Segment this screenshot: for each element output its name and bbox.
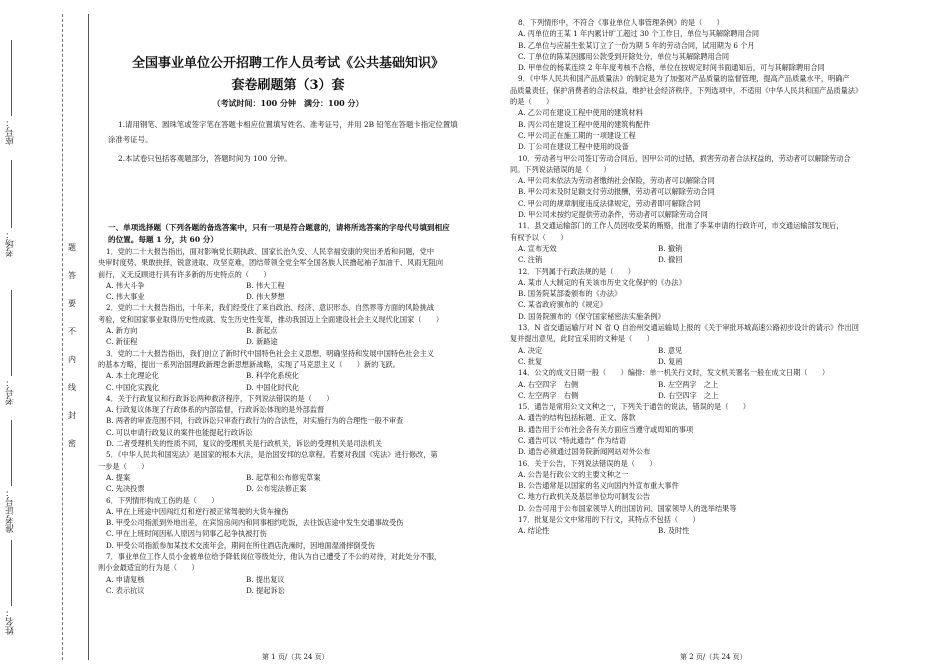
seal-char: 不 [68, 327, 76, 336]
question-stem: 8．下列情形中，不符合《事业单位人事管理条例》的是（ ） [518, 18, 724, 27]
answer-options-row [510, 525, 930, 536]
answer-option: A. 结论性 [518, 526, 550, 536]
answer-option: C. 丁单位的陈某因挪用公款受到开除处分，单位与其解除聘用合同 [518, 51, 730, 61]
answer-options-row [98, 336, 502, 347]
answer-option: B. 丙公司在建设工程中使用的建筑构配件 [518, 119, 651, 129]
question-stem: 16．关于公告，下列说法错误的是（ ） [518, 458, 657, 468]
answer-option: C. 先决投票 [106, 484, 145, 494]
answer-option: A. 通告的结构包括标题、正文、落款 [518, 413, 636, 423]
exam-title: 全国事业单位公开招聘工作人员考试《公共基础知识》 [131, 56, 444, 71]
answer-option: D. 甲单位的杨某连续 2 年年度考核不合格，单位在按规定时间书面通知后，可与其解除聘用合同 [518, 63, 825, 73]
answer-option: A. 本土化理论化 [106, 371, 159, 381]
question-text: 考验，党和国家事业取得历史性成就、发生历史性变革，推动我国迈上全面建设社会主义现代化国家（ ） [98, 314, 444, 324]
exam-time-info: （考试时间：100 分钟 满分：100 分） [212, 98, 364, 108]
answer-option: B. 起草和公布修宪草案 [246, 472, 321, 482]
admission-ticket-line [11, 420, 12, 486]
answer-option: B. 乙单位与应届生张某订立了一份为期 5 年的劳动合同，试用期为 6 个月 [518, 40, 755, 50]
answer-option: D. 国务院颁布的《保守国家秘密法实施条例》 [518, 311, 665, 321]
answer-option: A. 甲公司未依法为劳动者缴纳社会保险，劳动者可以解除合同 [518, 176, 715, 186]
answer-options-row [510, 254, 930, 265]
question-text: 品质量责任，保护消费者的合法权益，维护社会经济秩序，下列选项中，不适用《中华人民共和国产品质量法》 [510, 85, 863, 95]
question-text: 的是（ ） [510, 97, 554, 107]
answer-option: B. 撤销 [658, 243, 683, 253]
page-number-right: 第 2 页/（共 24 页） [680, 653, 747, 661]
question-stem: 2．党的二十大报告指出，十年来，我们经受住了来自政治、经济、意识形态、自然界等方面的风险挑战 [106, 303, 435, 313]
answer-option: C. 新征程 [106, 337, 138, 347]
answer-option: D. 新路途 [246, 337, 278, 347]
section-heading [108, 222, 500, 245]
answer-option: A. 公告是行政公文的主要文种之一 [518, 469, 629, 479]
answer-option: D. 通告必须通过国务院新闻网站对外公布 [518, 447, 651, 457]
question-stem: 12．下列属于行政法规的是（ ） [518, 266, 635, 276]
exam-room-label: 考场： [6, 230, 16, 257]
answer-option: A. 申请复核 [106, 574, 145, 584]
answer-option: B. 左空两字 之上 [658, 379, 719, 389]
margin-border [88, 14, 89, 660]
name-line [11, 540, 12, 606]
answer-option: A. 某市人大制定的有关该市历史文化保护的《办法》 [518, 277, 686, 287]
answer-option: C. 可以申请行政复议的案件也能提起行政诉讼 [106, 427, 253, 437]
seal-char: 封 [68, 411, 76, 420]
answer-option: D. 甲受公司指派参加某技术交流年会，期间在所住酒店洗澡时，因地面湿滑摔倒受伤 [106, 540, 375, 550]
answer-options-row [98, 574, 502, 585]
question-stem: 17．批复是公文中常用的下行文，其特点不包括（ ） [518, 515, 700, 525]
answer-option: C. 甲在上班时间因私人原因与同事乙起争执被打伤 [106, 529, 267, 539]
answer-option: B. 两者的审查范围不同，行政诉讼只审查行政行为的合法性，对实施行为的合理性一般不审查 [106, 416, 404, 426]
answer-option: B. 科学化系统化 [246, 371, 299, 381]
question-text: 一步是（ ） [98, 461, 149, 471]
answer-options-row [98, 325, 502, 336]
answer-option: D. 撤回 [658, 255, 683, 265]
question-text: 有权予以（ ） [510, 232, 568, 242]
answer-option: D. 提起诉讼 [246, 585, 285, 595]
seal-char: 答 [68, 271, 76, 280]
seat-number-label: 座号： [6, 118, 16, 145]
question-text: 同。下列说法错误的是（ ） [510, 164, 611, 174]
answer-option: C. 中国化实践化 [106, 382, 159, 392]
answer-options-row [98, 280, 502, 291]
answer-option: C. 批复 [518, 356, 543, 366]
answer-options-row [98, 483, 502, 494]
answer-options-row [98, 472, 502, 483]
answer-options-row [510, 379, 930, 390]
answer-option: C. 地方行政机关及基层单位均可制发公告 [518, 492, 651, 502]
question-stem: 6．下列情形构成工伤的是（ ） [106, 495, 219, 505]
question-stem: 4．关于行政复议和行政诉讼两种救济程序，下列说法错误的是（ ） [106, 393, 334, 403]
answer-option: B. 及时性 [658, 526, 690, 536]
answer-option: D. 甲公司未按约定提供劳动条件，劳动者可以解除劳动合同 [518, 210, 708, 220]
left-question-column [98, 246, 502, 596]
question-text: 复并提出意见，此时宜采用的文种是（ ） [510, 334, 654, 344]
answer-option: B. 甲公司未及时足额支付劳动报酬，劳动者可以解除劳动合同 [518, 187, 715, 197]
answer-options-row [98, 370, 502, 381]
exam-number-label: 考号： [6, 378, 16, 405]
answer-option: A. 新方向 [106, 326, 138, 336]
answer-option: B. 国务院某部委颁布的《办法》 [518, 289, 622, 299]
answer-option: B. 新起点 [246, 326, 278, 336]
question-stem: 9．《中华人民共和国产品质量法》的制定是为了加强对产品质量的监督管理，提高产品质量水平，明确产 [518, 74, 850, 84]
answer-option: A. 丙单位的王某 1 年内累计旷工超过 30 个工作日，单位与其解除聘用合同 [518, 29, 760, 39]
answer-option: A. 决定 [518, 345, 543, 355]
answer-option: C. 某省政府颁布的《规定》 [518, 300, 607, 310]
answer-option: B. 公告通常是以国家的名义向国内外宣布重大事件 [518, 481, 679, 491]
answer-option: A. 伟大斗争 [106, 280, 145, 290]
answer-options-row [510, 345, 930, 356]
section-heading-line: 一、单项选择题（下列各题的备选答案中，只有一项是符合题意的，请将所选答案的字母代号填到相应 [108, 223, 450, 232]
answer-option: A. 提案 [106, 472, 131, 482]
answer-options-row [98, 382, 502, 393]
answer-option: D. 丁公司在建设工程中使用的设备 [518, 142, 629, 152]
question-text: 前行，义无反顾进行具有许多新的历史特点的（ ） [98, 269, 271, 279]
question-stem: 5．《中华人民共和国宪法》是国家的根本大法，是治国安邦的总章程。若要对我国《宪法》进行修改，第 [106, 450, 438, 460]
question-text: 的基本方略，提出一系列治国理政新理念新思想新战略，实现了马克思主义（ ）新的飞跃。 [98, 359, 400, 369]
instruction-line: 2.本试卷只包括客观题部分，答题时间为 100 分钟。 [118, 154, 292, 163]
answer-option: B. 意见 [658, 345, 683, 355]
answer-option: C. 注销 [518, 255, 543, 265]
answer-options-row [510, 243, 930, 254]
seal-char: 内 [68, 355, 76, 364]
answer-option: D. 公告可用于公布国家领导人的出国访问、国家领导人的选举结果等 [518, 503, 737, 513]
right-question-column [510, 17, 930, 537]
answer-options-row [98, 585, 502, 596]
admission-ticket-label: 准考证号： [6, 488, 16, 533]
answer-option: D. 复函 [658, 356, 683, 366]
question-stem: 14．公文的成文日期一般（ ）编排：单一机关行文时，发文机关署名一般在成文日期（ ） [518, 368, 830, 378]
answer-option: C. 伟大事业 [106, 292, 145, 302]
answer-options-row [98, 291, 502, 302]
answer-option: A. 甲在上班途中因闯红灯和逆行被正常驾驶的大货车撞伤 [106, 506, 289, 516]
answer-option: A. 宣布无效 [518, 243, 557, 253]
exam-subtitle: 套卷刷题第（3）套 [231, 78, 345, 93]
answer-options-row [510, 390, 930, 401]
seat-number-line [11, 40, 12, 116]
question-stem: 7．事业单位工作人员小金被单位给予降低岗位等级处分，他认为自己遭受了不公的对待，对此处分不服， [106, 552, 442, 562]
answer-option: A. 行政复议体现了行政体系的内部监督，行政诉讼体现的是外部监督 [106, 405, 325, 415]
answer-option: A. 右空四字 右侧 [518, 379, 579, 389]
question-text: 则小金最适宜的行为是（ ） [98, 563, 199, 573]
instruction-line: 1.请用钢笔、圆珠笔或签字笔在答题卡相应位置填写姓名、准考证号，并用 2B 铅笔在答题卡指定位置填 [118, 120, 458, 129]
answer-option: D. 伟大梦想 [246, 292, 285, 302]
question-stem: 3．党的二十大报告指出，我们创立了新时代中国特色社会主义思想，明确坚持和发展中国特色社会主义 [106, 348, 435, 358]
binding-margin [0, 0, 92, 672]
page-number-left: 第 1 页/（共 24 页） [262, 653, 329, 661]
answer-options-row [510, 356, 930, 367]
answer-option: D. 公布宪法修正案 [246, 484, 307, 494]
answer-option: C. 甲公司正在施工期的一项建设工程 [518, 130, 636, 140]
exam-number-line [11, 290, 12, 376]
answer-option: D. 二者受理机关的性质不同，复议的受理机关是行政机关，诉讼的受理机关是司法机关 [106, 439, 383, 449]
answer-option: B. 伟大工程 [246, 280, 285, 290]
question-stem: 10．劳动者与甲公司签订劳动合同后，因甲公司的过错，损害劳动者合法权益的，劳动者可以解除劳动合 [518, 153, 851, 163]
answer-option: B. 提出复议 [246, 574, 285, 584]
question-stem: 1．党的二十大报告指出，面对影响党长期执政、国家长治久安、人民幸福安康的突出矛盾和问题，党中 [106, 247, 435, 256]
answer-option: A. 乙公司在建设工程中使用的建筑材料 [518, 108, 643, 118]
instruction-line: 涂准考证号。 [108, 135, 153, 144]
answer-option: B. 通告用于公布社会各有关方面应当遵守或周知的事项 [518, 424, 694, 434]
name-label: 姓名： [6, 608, 16, 635]
exam-room-line [11, 160, 12, 228]
answer-option: C. 左空两字 右侧 [518, 390, 579, 400]
question-stem: 11．县交通运输部门的工作人员因收受某的贿赂，批准了李某申请的行政许可，市交通运输部发现后， [518, 221, 844, 231]
seal-char: 题 [68, 243, 76, 252]
seal-char: 线 [68, 383, 76, 392]
answer-option: C. 通告可以 “特此通告” 作为结语 [518, 435, 626, 445]
answer-option: D. 中国化时代化 [246, 382, 300, 392]
seal-char: 密 [68, 439, 76, 448]
section-heading-line: 的位置。每题 1 分，共 60 分） [108, 234, 218, 244]
question-stem: 15．通告是常用公文文种之一，下列关于通告的说法，错误的是（ ） [518, 402, 750, 412]
answer-option: C. 表示抗议 [106, 585, 145, 595]
answer-option: C. 甲公司的规章制度违反法律规定，劳动者即可解除合同 [518, 198, 701, 208]
seal-char: 要 [68, 299, 76, 308]
question-text: 央审时度势、果敢抉择，锐意进取、攻坚克难，团结带领全党全军全国各族人民撸起袖子加油干、风雨无阻向 [98, 258, 444, 268]
answer-option: B. 甲受公司指派到外地出差，在宾馆房间内和同事相约吃饭，去往饭店途中发生交通事故受伤 [106, 518, 404, 528]
cut-line [62, 14, 63, 660]
answer-option: D. 右空四字 之上 [658, 390, 719, 400]
question-stem: 13．N 省交通运输厅对 N 省 Q 自治州交通运输局上报的《关于审批环城高速公路初步设计的请示》作出回 [518, 323, 859, 333]
